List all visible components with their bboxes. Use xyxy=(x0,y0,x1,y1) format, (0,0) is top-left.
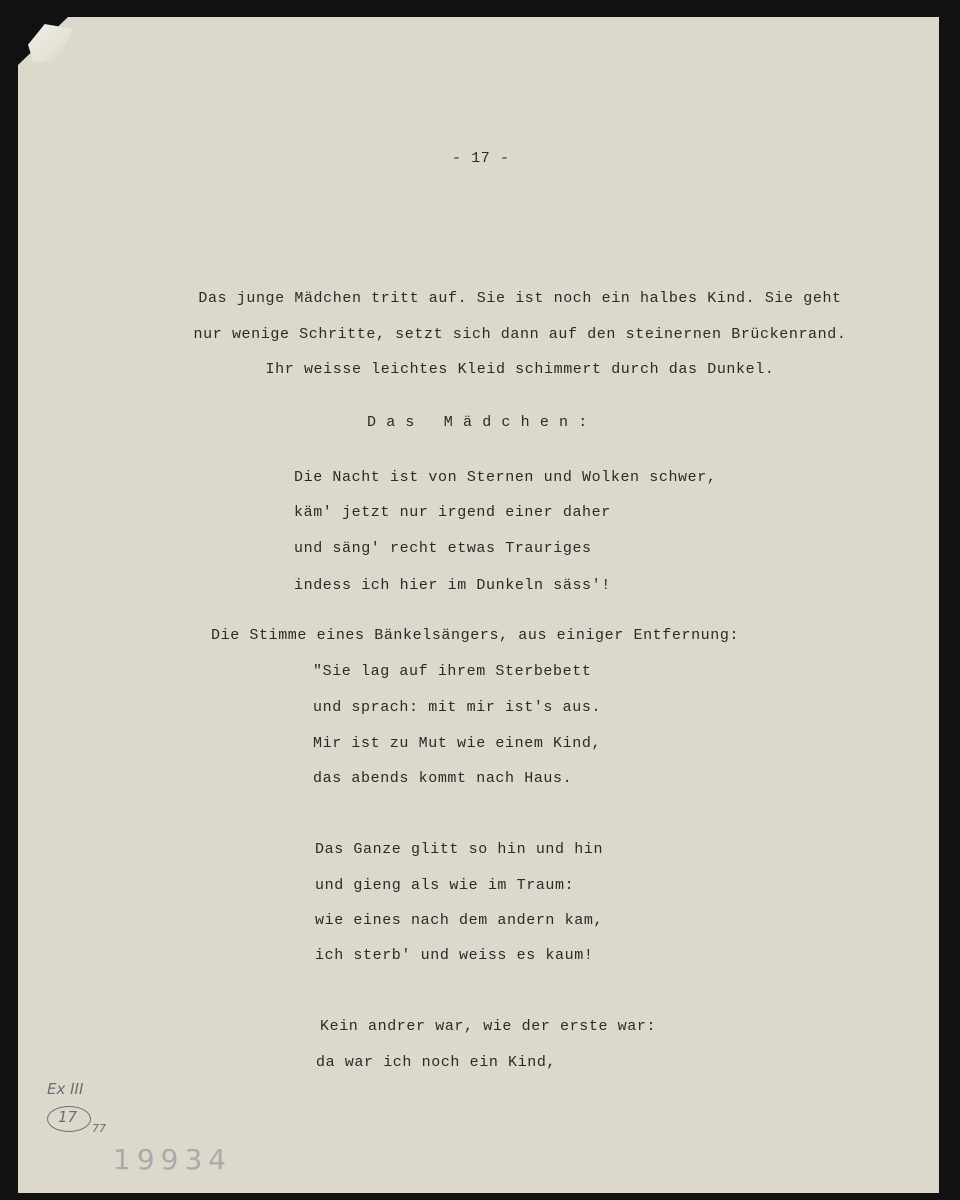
song-line: Mir ist zu Mut wie einem Kind, xyxy=(313,735,602,752)
girl-verse-line-4: indess ich hier im Dunkeln säss'! xyxy=(294,577,611,594)
archive-mark-ex: Ex III xyxy=(47,1080,84,1098)
document-page xyxy=(18,17,939,1193)
singer-stage-direction: Die Stimme eines Bänkelsängers, aus einiger Entfernung: xyxy=(211,627,740,644)
song-line: das abends kommt nach Haus. xyxy=(313,770,573,787)
stage-direction-line-2: nur wenige Schritte, setzt sich dann auf den steinernen Brückenrand. xyxy=(193,326,847,343)
stage-direction-line-3: Ihr weisse leichtes Kleid schimmert durch das Dunkel. xyxy=(265,361,775,378)
song-line: "Sie lag auf ihrem Sterbebett xyxy=(313,663,592,680)
girl-verse-line-1: Die Nacht ist von Sternen und Wolken schwer, xyxy=(294,469,717,486)
song-line: und sprach: mit mir ist's aus. xyxy=(313,699,602,716)
girl-verse-line-3: und säng' recht etwas Trauriges xyxy=(294,540,592,557)
song-line: Das Ganze glitt so hin und hin xyxy=(315,841,604,858)
girl-verse-line-2: käm' jetzt nur irgend einer daher xyxy=(294,504,611,521)
archive-inventory-number: 19934 xyxy=(113,1143,233,1176)
page-number: - 17 - xyxy=(452,150,510,167)
song-line: Kein andrer war, wie der erste war: xyxy=(320,1018,657,1035)
archive-mark-circled-number: 17 xyxy=(58,1108,78,1126)
archive-mark-small-number: 77 xyxy=(92,1122,106,1135)
song-line: ich sterb' und weiss es kaum! xyxy=(315,947,594,964)
song-line: wie eines nach dem andern kam, xyxy=(315,912,604,929)
song-line: da war ich noch ein Kind, xyxy=(316,1054,557,1071)
stage-direction-line-1: Das junge Mädchen tritt auf. Sie ist noch ein halbes Kind. Sie geht xyxy=(198,290,842,307)
speaker-heading: D a s M ä d c h e n : xyxy=(367,414,588,431)
song-line: und gieng als wie im Traum: xyxy=(315,877,575,894)
